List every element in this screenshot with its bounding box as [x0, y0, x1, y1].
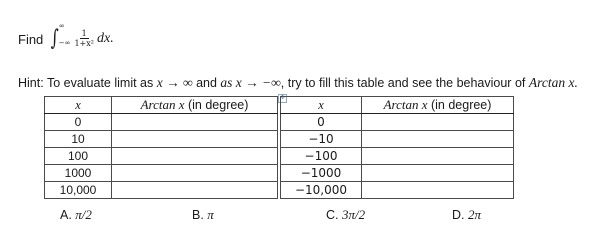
- table-row: [45, 114, 278, 131]
- option-b[interactable]: [192, 207, 214, 223]
- hint-math-1: x → ∞: [156, 75, 193, 90]
- table-positive-x: [44, 96, 278, 199]
- upper-limit: ∞: [58, 22, 65, 30]
- integral-limits: [58, 22, 71, 47]
- header-arctan-unit: (in degree): [187, 98, 249, 112]
- arctan-answer-cell[interactable]: [112, 114, 278, 131]
- option-b-value: π: [207, 207, 214, 222]
- hint-math-3: Arctan x.: [528, 75, 578, 90]
- header-x: x: [45, 97, 112, 114]
- arctan-answer-cell[interactable]: [112, 182, 278, 199]
- option-c[interactable]: [326, 207, 365, 223]
- x-value-cell: 0: [45, 114, 112, 131]
- table-row: [281, 131, 514, 148]
- x-value-cell: −1000: [281, 165, 362, 182]
- header-arctan: [362, 97, 514, 114]
- option-a-letter: A.: [60, 208, 72, 222]
- x-value-cell: −100: [281, 148, 362, 165]
- x-value-cell: −10: [281, 131, 362, 148]
- hint-text-3: , try to fill this table and see the behaviour of: [280, 76, 529, 90]
- arctan-answer-cell[interactable]: [112, 165, 278, 182]
- arctan-answer-cell[interactable]: [112, 131, 278, 148]
- header-arctan: [112, 97, 278, 114]
- hint-line: [18, 75, 578, 91]
- question-prefix: Find: [18, 31, 44, 47]
- differential: dx.: [96, 31, 114, 46]
- option-d-value: 2π: [467, 207, 481, 222]
- x-value-cell: 1000: [45, 165, 112, 182]
- table-header-row: [281, 97, 514, 114]
- x-value-cell: 10: [45, 131, 112, 148]
- option-c-letter: C.: [326, 208, 339, 222]
- option-a[interactable]: [60, 207, 92, 223]
- table-move-handle-icon[interactable]: ✥: [279, 95, 286, 101]
- arctan-answer-cell[interactable]: [362, 182, 514, 199]
- integrand-fraction: [74, 30, 94, 48]
- arctan-answer-cell[interactable]: [112, 148, 278, 165]
- table-row: [281, 165, 514, 182]
- table-row: [45, 148, 278, 165]
- integral-expression: [49, 22, 114, 51]
- header-arctan-fn: Arctan x: [383, 97, 428, 112]
- arctan-answer-cell[interactable]: [362, 148, 514, 165]
- table-row: [281, 114, 514, 131]
- header-arctan-fn: Arctan x: [140, 97, 185, 112]
- option-d[interactable]: [452, 207, 481, 223]
- x-value-cell: 100: [45, 148, 112, 165]
- option-a-value: π/2: [75, 207, 92, 222]
- hint-math-2: as x → −∞: [220, 75, 281, 90]
- option-d-letter: D.: [452, 208, 465, 222]
- arctan-answer-cell[interactable]: [362, 114, 514, 131]
- table-row: [281, 182, 514, 199]
- option-c-value: 3π/2: [341, 207, 366, 222]
- integral-sign: ∫: [51, 26, 60, 51]
- table-header-row: [45, 97, 278, 114]
- table-row: [281, 148, 514, 165]
- lower-limit: −∞: [58, 39, 71, 47]
- arctan-answer-cell[interactable]: [362, 165, 514, 182]
- table-negative-x: [280, 96, 514, 199]
- table-row: [45, 165, 278, 182]
- hint-text-2: and: [192, 76, 221, 90]
- integrand-numerator: 1: [81, 29, 87, 38]
- question-line: [18, 22, 114, 51]
- table-row: [45, 182, 278, 199]
- arctan-answer-cell[interactable]: [362, 131, 514, 148]
- x-value-cell: −10,000: [281, 182, 362, 199]
- header-arctan-unit: (in degree): [430, 98, 492, 112]
- table-row: [45, 131, 278, 148]
- x-value-cell: 10,000: [45, 182, 112, 199]
- option-b-letter: B.: [192, 208, 204, 222]
- integrand-denominator: 1+x²: [74, 39, 94, 48]
- header-x: x: [281, 97, 362, 114]
- x-value-cell: 0: [281, 114, 362, 131]
- hint-text-1: Hint: To evaluate limit as: [18, 76, 157, 90]
